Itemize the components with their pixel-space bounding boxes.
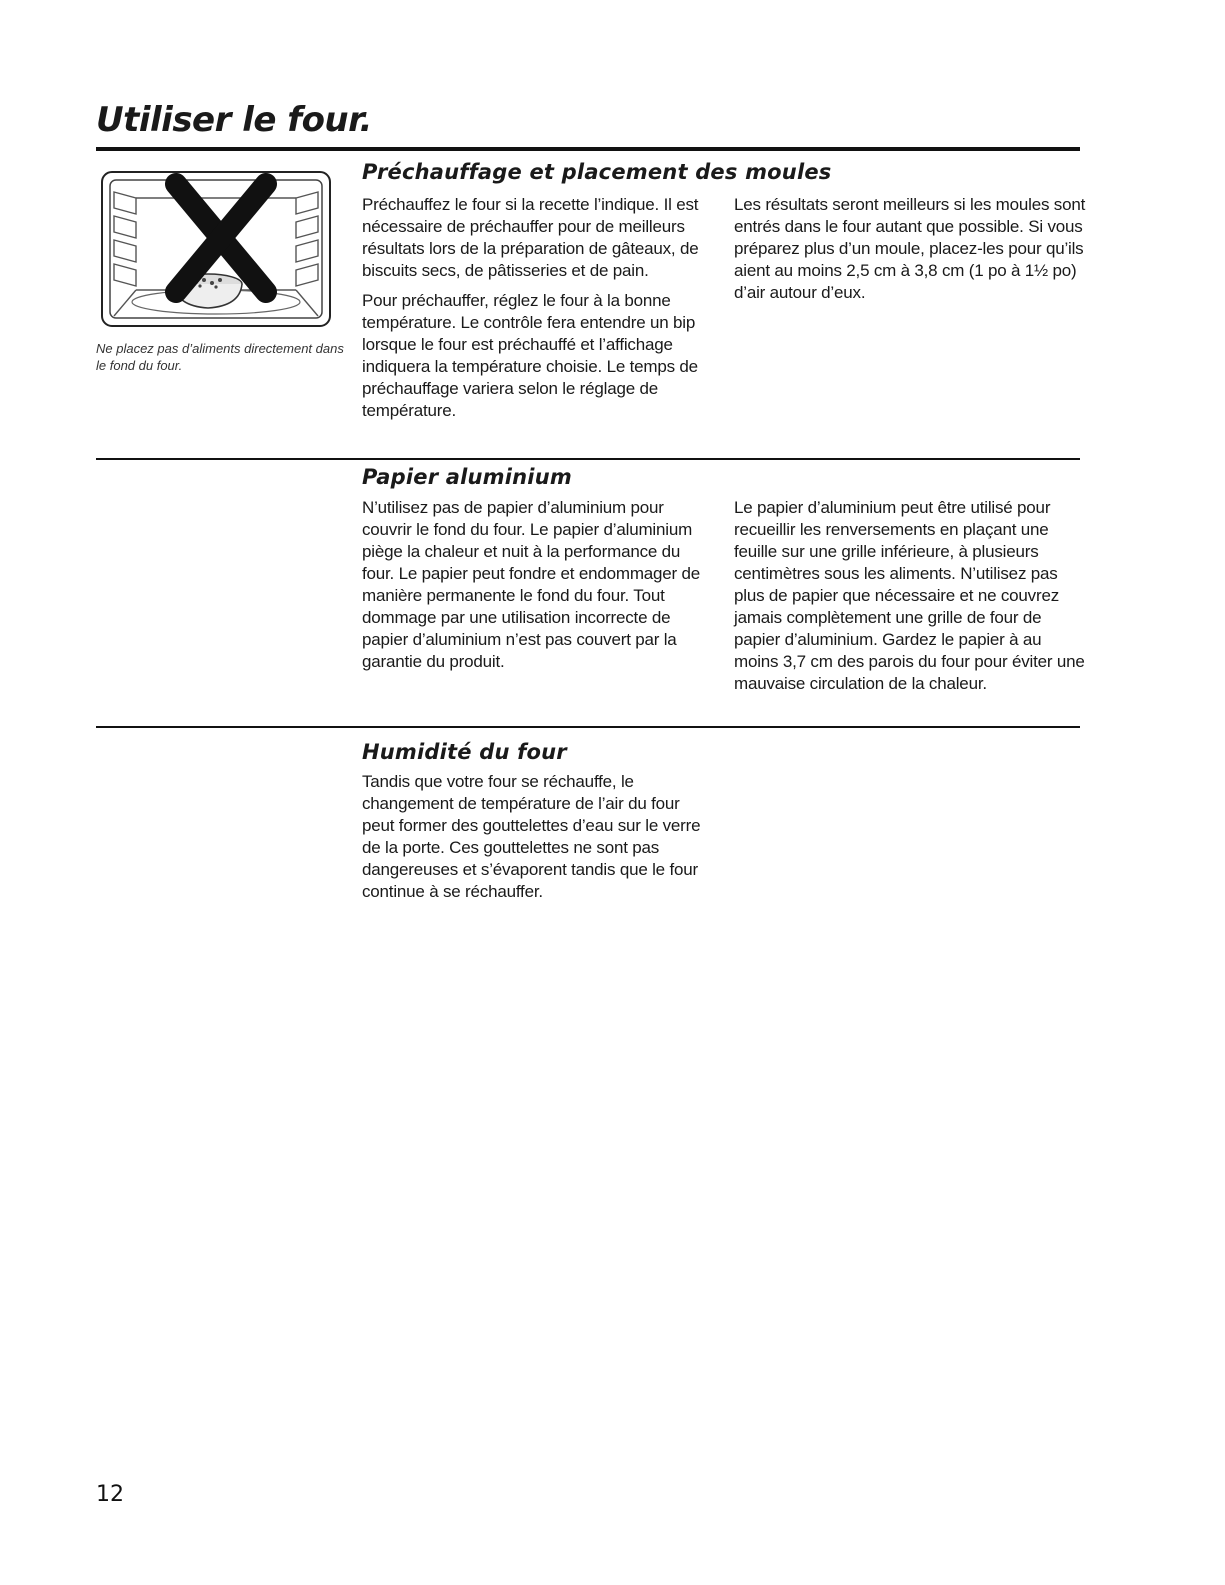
section-title-humidite: Humidité du four <box>362 740 567 764</box>
section-prechauffage-left-column <box>362 194 712 430</box>
crossed-out-oven-icon <box>100 170 332 330</box>
section-title-prechauffage: Préchauffage et placement des moules <box>362 160 832 184</box>
paragraph: Tandis que votre four se réchauffe, le changement de température de l’air du four peut former des gouttelettes d’eau sur le verre de la porte. Ces gouttelettes ne sont pas dangereuses et s’évaporent tandis que le four continue à se réchauffer. <box>362 772 701 901</box>
page-number: 12 <box>96 1482 124 1507</box>
page-title: Utiliser le four. <box>96 100 372 140</box>
section-humidite-left-column <box>362 771 712 911</box>
paragraph: N’utilisez pas de papier d’aluminium pour couvrir le fond du four. Le papier d’aluminium piège la chaleur et nuit à la performance du four. Le papier peut fondre et endommager de manière permanente le fond du four. Tout dommage par une utilisation incorrecte de papier d’aluminium n’est pas couvert par la garantie du produit. <box>362 498 701 671</box>
paragraph: Les résultats seront meilleurs si les moules sont entrés dans le four autant que possible. Si vous préparez plus d’un moule, placez-les pour qu’ils aient au moins 2,5 cm à 3,8 cm (1 po à 1½ po) d’air autour d’eux. <box>734 195 1086 302</box>
paragraph: Pour préchauffer, réglez le four à la bonne température. Le contrôle fera entendre un bip lorsque le four est préchauffé et l’affichage indiquera la température choisie. Le temps de préchauffage variera selon le réglage de température. <box>362 291 698 420</box>
section-papier-right-column <box>734 497 1086 703</box>
title-divider <box>96 147 1080 151</box>
figure-caption: Ne placez pas d’aliments directement dans le fond du four. <box>96 341 344 373</box>
section-divider <box>96 458 1080 460</box>
section-title-papier-aluminium: Papier aluminium <box>362 465 572 489</box>
paragraph: Préchauffez le four si la recette l’indique. Il est nécessaire de préchauffer pour de meilleurs résultats lors de la préparation de gâteaux, de biscuits secs, de pâtisseries et de pain. <box>362 195 699 280</box>
paragraph: Le papier d’aluminium peut être utilisé pour recueillir les renversements en plaçant une feuille sur une grille inférieure, à plusieurs centimètres sous les aliments. N’utilisez pas plus de papier que nécessaire et ne couvrez jamais complètement une grille de four de papier d’aluminium. Gardez le papier à au moins 3,7 cm des parois du four pour éviter une mauvaise circulation de la chaleur. <box>734 498 1085 693</box>
section-divider <box>96 726 1080 728</box>
section-papier-left-column <box>362 497 712 681</box>
section-prechauffage-right-column <box>734 194 1086 312</box>
